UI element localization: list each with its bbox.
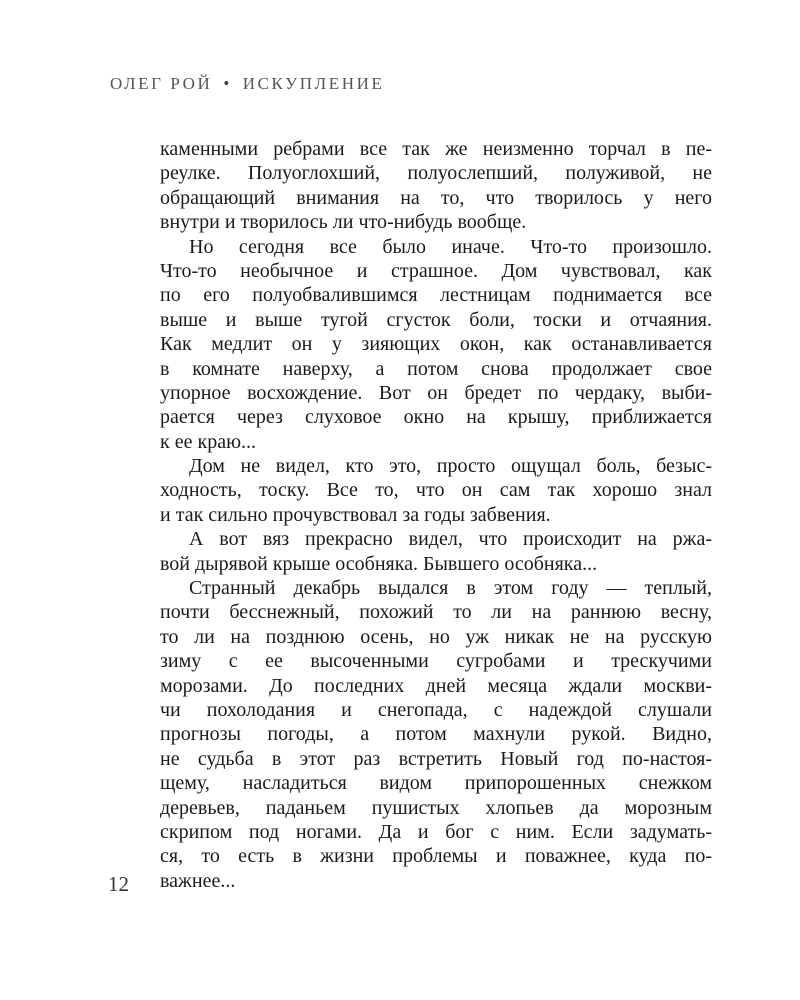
text-line: то ли на позднюю осень, но уж никак не на русскую xyxy=(160,625,712,648)
text-line: почти бесснежный, похожий то ли на раннюю весну, xyxy=(160,601,712,624)
running-header xyxy=(110,74,385,94)
text-line: вой дырявой крыше особняка. Бывшего особняка... xyxy=(160,552,598,575)
text-line: чи похолодания и снегопада, с надеждой слушали xyxy=(160,698,712,721)
text-line: щему, насладиться видом припорошенных снежком xyxy=(160,772,712,795)
text-line: обращающий внимания на то, что творилось у него xyxy=(160,186,712,209)
text-line: рается через слуховое окно на крышу, приближается xyxy=(160,406,712,429)
text-line: реулке. Полуоглохший, полуослепший, полуживой, не xyxy=(160,162,712,185)
text-line: важнее... xyxy=(160,869,236,892)
text-line: Но сегодня все было иначе. Что-то произошло. xyxy=(189,235,712,258)
text-line: прогнозы погоды, а потом махнули рукой. Видно, xyxy=(160,723,712,746)
header-author: ОЛЕГ РОЙ xyxy=(110,74,213,93)
text-line: по его полуобвалившимся лестницам поднимается все xyxy=(160,284,712,307)
text-line: деревьев, паданьем пушистых хлопьев да морозным xyxy=(160,796,712,819)
text-line: упорное восхождение. Вот он бредет по чердаку, выби- xyxy=(160,381,712,404)
text-line: ходность, тоску. Все то, что он сам так хорошо знал xyxy=(160,479,712,502)
text-line: в комнате наверху, а потом снова продолжает свое xyxy=(160,357,712,380)
text-line: не судьба в этот раз встретить Новый год по-настоя- xyxy=(160,747,712,770)
text-line: зиму с ее высоченными сугробами и трескучими xyxy=(160,650,712,673)
text-line: каменными ребрами все так же неизменно торчал в пе- xyxy=(160,138,712,160)
text-line: Странный декабрь выдался в этом году — теплый, xyxy=(189,577,712,600)
text-line: выше и выше тугой сгусток боли, тоски и отчаяния. xyxy=(160,308,712,331)
text-line: и так сильно прочувствовал за годы забвения. xyxy=(160,503,551,526)
text-line: Как медлит он у зияющих окон, как останавливается xyxy=(160,333,712,356)
header-title: ИСКУПЛЕНИЕ xyxy=(242,74,385,93)
text-line: Что-то необычное и страшное. Дом чувствовал, как xyxy=(160,259,712,282)
text-line: морозами. До последних дней месяца ждали москви- xyxy=(160,674,712,697)
text-line: к ее краю... xyxy=(160,430,257,453)
page-number: 12 xyxy=(108,872,129,896)
body-text xyxy=(160,137,712,893)
text-line: Дом не видел, кто это, просто ощущал боль, безыс- xyxy=(189,455,712,478)
text-line: А вот вяз прекрасно видел, что происходит на ржа- xyxy=(189,528,712,551)
header-separator: • xyxy=(223,74,232,93)
text-line: ся, то есть в жизни проблемы и поважнее, куда по- xyxy=(160,845,712,868)
text-line: скрипом под ногами. Да и бог с ним. Если задумать- xyxy=(160,820,712,843)
text-line: внутри и творилось ли что-нибудь вообще. xyxy=(160,211,527,234)
